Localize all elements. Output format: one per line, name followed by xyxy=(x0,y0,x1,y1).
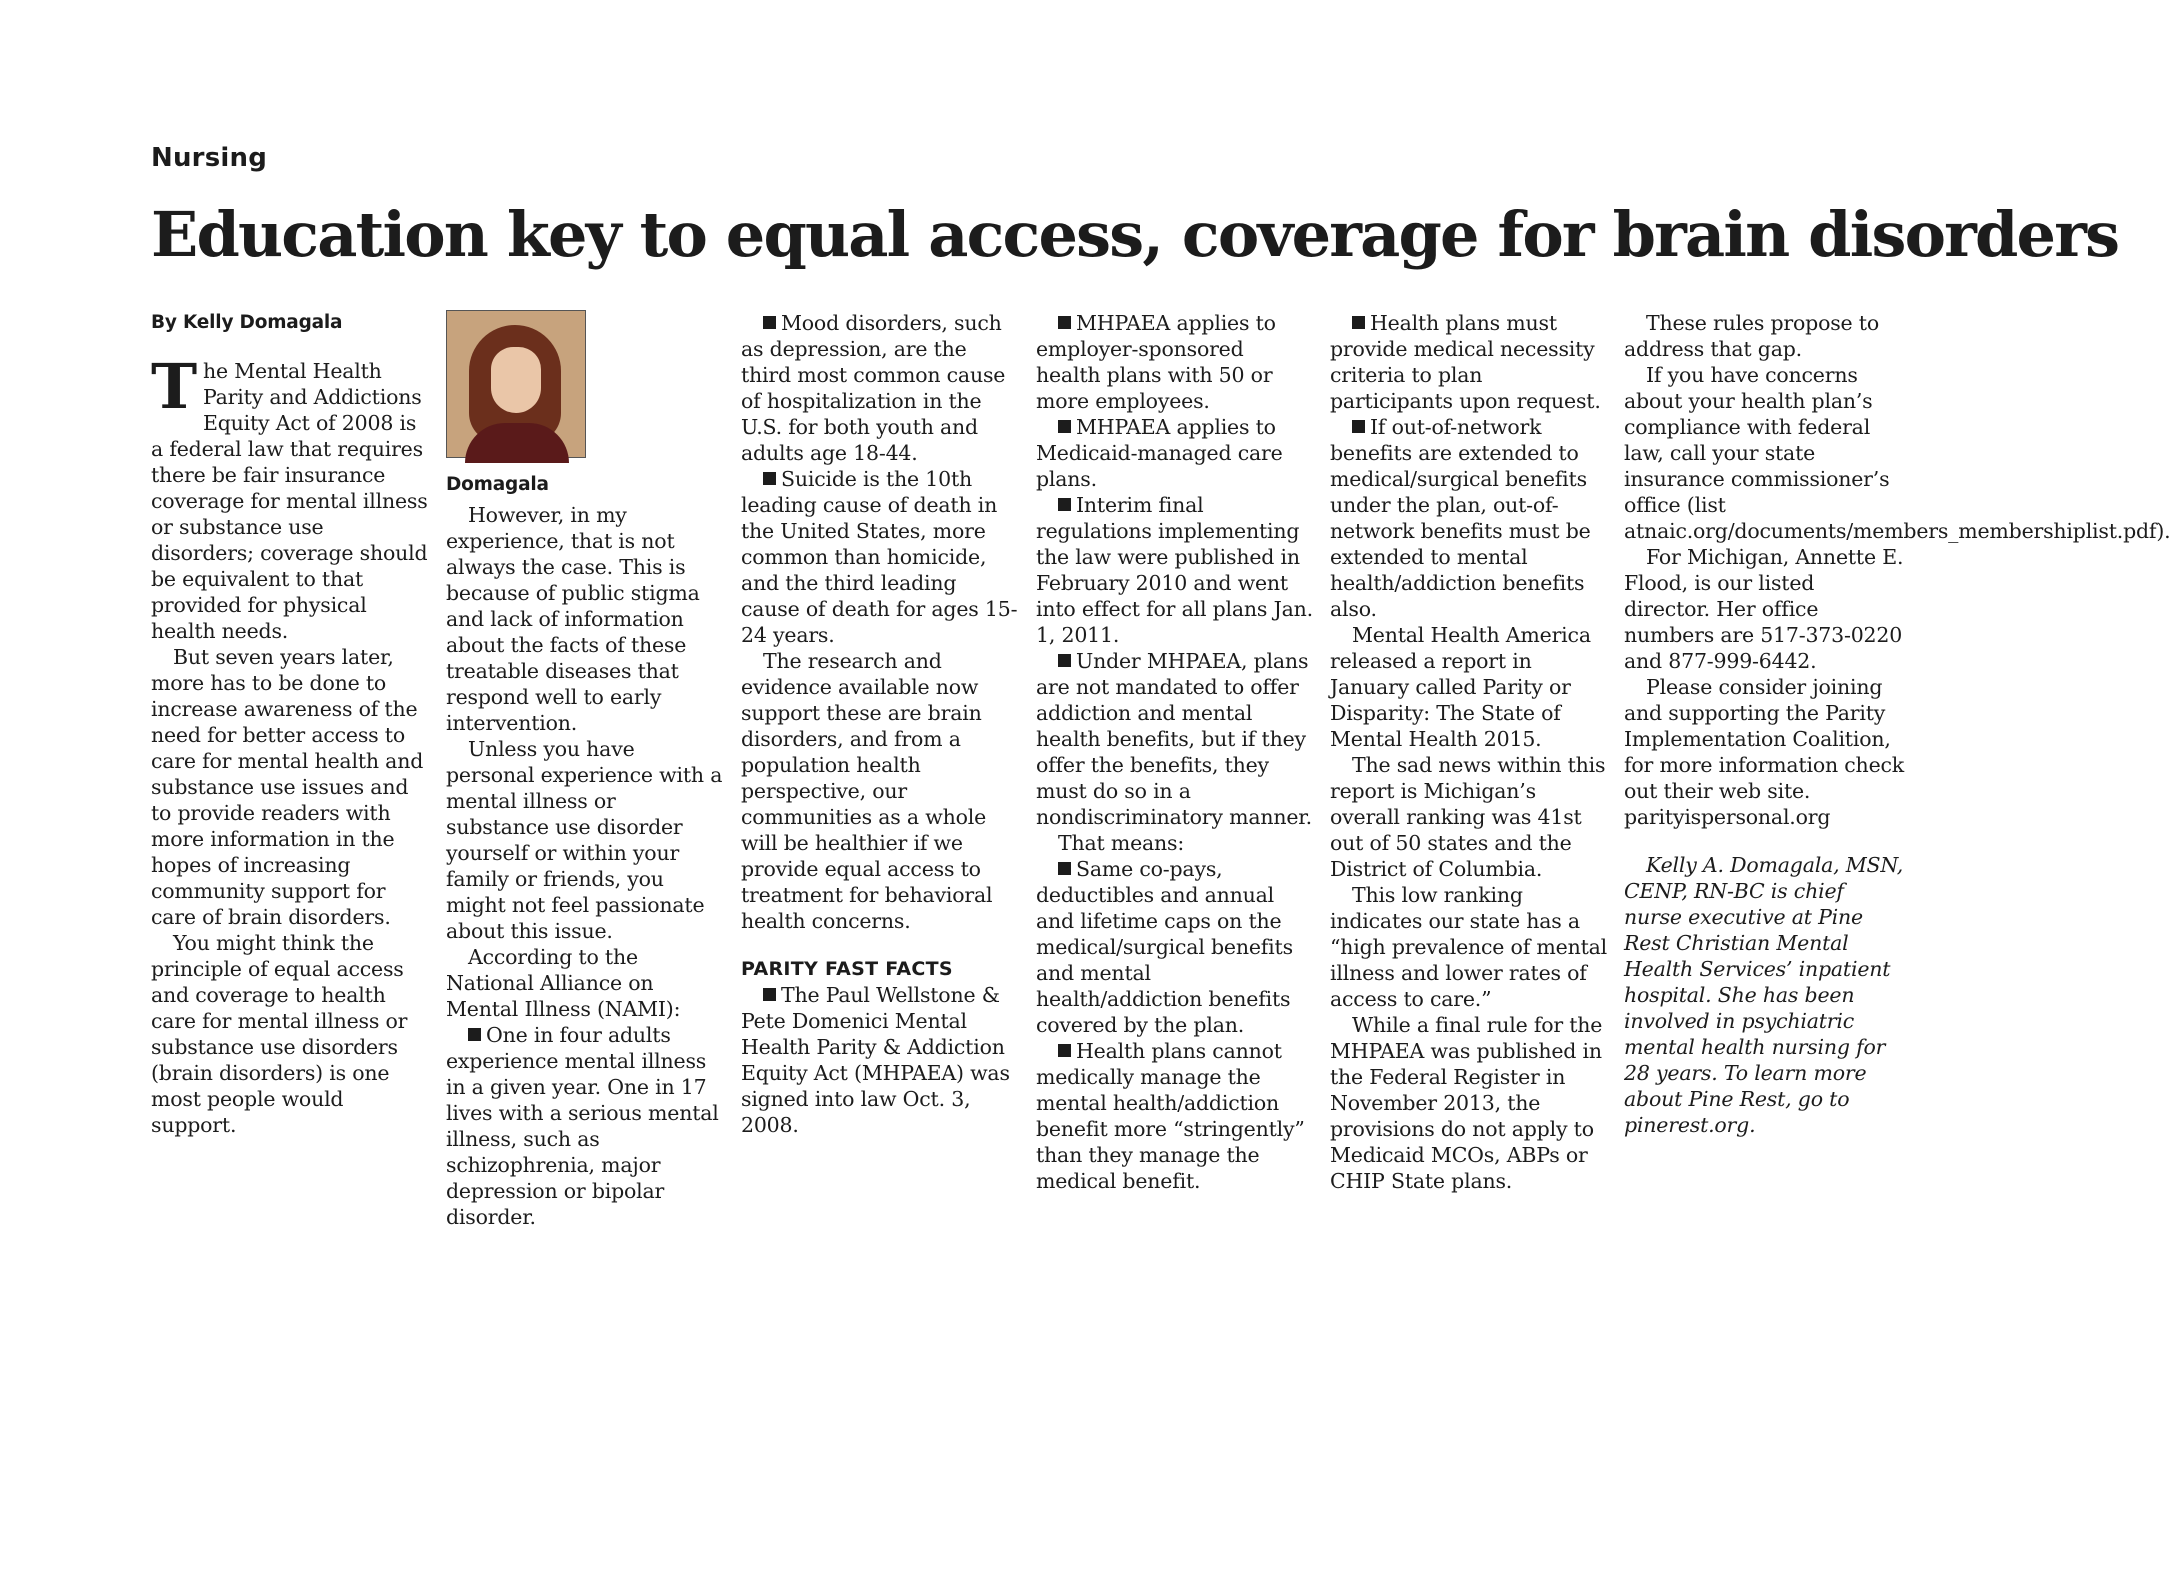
paragraph: That means: xyxy=(1058,831,1185,855)
paragraph: Mental Health America released a report in January called Parity or Disparity: The State of Mental Health 2015. xyxy=(1330,623,1591,751)
paragraph: According to the National Alliance on Mental Illness (NAMI): xyxy=(446,945,681,1021)
paragraph: The research and evidence available now support these are brain disorders, and from a population health perspective, our communities as a whole will be healthier if we provide equal access to treatment for behavioral health concerns. xyxy=(741,649,993,933)
bullet-square-icon xyxy=(1058,420,1071,433)
headline: Education key to equal access, coverage for brain disorders xyxy=(151,198,2119,271)
byline: By Kelly Domagala xyxy=(151,312,343,333)
bullet-item: Suicide is the 10th leading cause of death in the United States, more common than homicide, and the third leading cause of death for ages 15-24 years. xyxy=(741,467,1018,647)
bullet-item: One in four adults experience mental illness in a given year. One in 17 lives with a serious mental illness, such as schizophrenia, major depression or bipolar disorder. xyxy=(446,1023,719,1229)
fact-item: Health plans cannot medically manage the mental health/addiction benefit more “stringently” than they manage the medical benefit. xyxy=(1036,1039,1305,1193)
fact-item: The Paul Wellstone & Pete Domenici Mental Health Parity & Addiction Equity Act (MHPAEA) was signed into law Oct. 3, 2008. xyxy=(741,983,1010,1137)
intro-text: he Mental Health Parity and Addictions Equity Act of 2008 is a federal law that requires there be fair insurance coverage for mental illness or substance use disorders; coverage should be equivalent to that provided for physical health needs. xyxy=(151,359,428,643)
column-3 xyxy=(741,310,1019,1138)
subhead: PARITY FAST FACTS xyxy=(741,958,953,980)
fact-item: Same co-pays, deductibles and annual and lifetime caps on the medical/surgical benefits and mental health/addiction benefits covered by the plan. xyxy=(1036,857,1293,1037)
paragraph: However, in my experience, that is not always the case. This is because of public stigma and lack of information about the facts of these treatable diseases that respond well to early intervention. xyxy=(446,503,700,735)
paragraph: For Michigan, Annette E. Flood, is our listed director. Her office numbers are 517-373-0220 and 877-999-6442. xyxy=(1624,545,1904,673)
column-1 xyxy=(151,310,429,1138)
bullet-square-icon xyxy=(1058,654,1071,667)
fact-item: Interim final regulations implementing the law were published in February 2010 and went into effect for all plans Jan. 1, 2011. xyxy=(1036,493,1313,647)
drop-cap: T xyxy=(151,350,197,423)
bullet-item: Mood disorders, such as depression, are the third most common cause of hospitalization in the U.S. for both youth and adults age 18-44. xyxy=(741,311,1006,465)
bullet-square-icon xyxy=(763,988,776,1001)
bullet-square-icon xyxy=(1352,420,1365,433)
paragraph: While a final rule for the MHPAEA was published in the Federal Register in November 2013, the provisions do not apply to Medicaid MCOs, ABPs or CHIP State plans. xyxy=(1330,1013,1603,1193)
column-5 xyxy=(1330,310,1608,1194)
bullet-square-icon xyxy=(1058,498,1071,511)
fact-item: MHPAEA applies to Medicaid-managed care plans. xyxy=(1036,415,1283,491)
column-2 xyxy=(446,310,724,1230)
paragraph: Please consider joining and supporting the Parity Implementation Coalition, for more information check out their web site. parityispersonal.org xyxy=(1624,675,1904,829)
bullet-square-icon xyxy=(1058,316,1071,329)
paragraph: But seven years later, more has to be done to increase awareness of the need for better access to care for mental health and substance use issues and to provide readers with more information in the hopes of increasing community support for care of brain disorders. xyxy=(151,645,424,929)
fact-item: If out-of-network benefits are extended to medical/surgical benefits under the plan, out-of-network benefits must be extended to mental health/addiction benefits also. xyxy=(1330,415,1591,621)
bullet-square-icon xyxy=(468,1028,481,1041)
author-photo-block xyxy=(446,310,596,498)
paragraph: These rules propose to address that gap. xyxy=(1624,311,1879,361)
paragraph: The sad news within this report is Michigan’s overall ranking was 41st out of 50 states and the District of Columbia. xyxy=(1330,753,1606,881)
section-kicker: Nursing xyxy=(151,143,268,173)
paragraph: This low ranking indicates our state has a “high prevalence of mental illness and lower rates of access to care.” xyxy=(1330,883,1607,1011)
bullet-square-icon xyxy=(763,316,776,329)
column-4 xyxy=(1036,310,1314,1194)
intro-paragraph xyxy=(151,350,429,644)
author-photo xyxy=(446,310,586,458)
paragraph: If you have concerns about your health plan’s compliance with federal law, call your state insurance commissioner’s office (list atnaic.org/documents/members_membershiplist.pdf). xyxy=(1624,363,2170,543)
bullet-square-icon xyxy=(763,472,776,485)
fact-item: Health plans must provide medical necessity criteria to plan participants upon request. xyxy=(1330,311,1601,413)
bullet-square-icon xyxy=(1058,862,1071,875)
fact-item: Under MHPAEA, plans are not mandated to offer addiction and mental health benefits, but if they offer the benefits, they must do so in a nondiscriminatory manner. xyxy=(1036,649,1312,829)
photo-caption: Domagala xyxy=(446,474,549,495)
author-bio: Kelly A. Domagala, MSN, CENP, RN-BC is chief nurse executive at Pine Rest Christian Mental Health Services’ inpatient hospital. She has been involved in psychiatric mental health nursing for 28 years. To learn more about Pine Rest, go to pinerest.org. xyxy=(1624,853,1904,1137)
bullet-square-icon xyxy=(1058,1044,1071,1057)
fact-item: MHPAEA applies to employer-sponsored health plans with 50 or more employees. xyxy=(1036,311,1276,413)
paragraph: You might think the principle of equal access and coverage to health care for mental illness or substance use disorders (brain disorders) is one most people would support. xyxy=(151,931,408,1137)
column-6 xyxy=(1624,310,2170,1138)
bullet-square-icon xyxy=(1352,316,1365,329)
paragraph: Unless you have personal experience with a mental illness or substance use disorder yourself or within your family or friends, you might not feel passionate about this issue. xyxy=(446,737,723,943)
